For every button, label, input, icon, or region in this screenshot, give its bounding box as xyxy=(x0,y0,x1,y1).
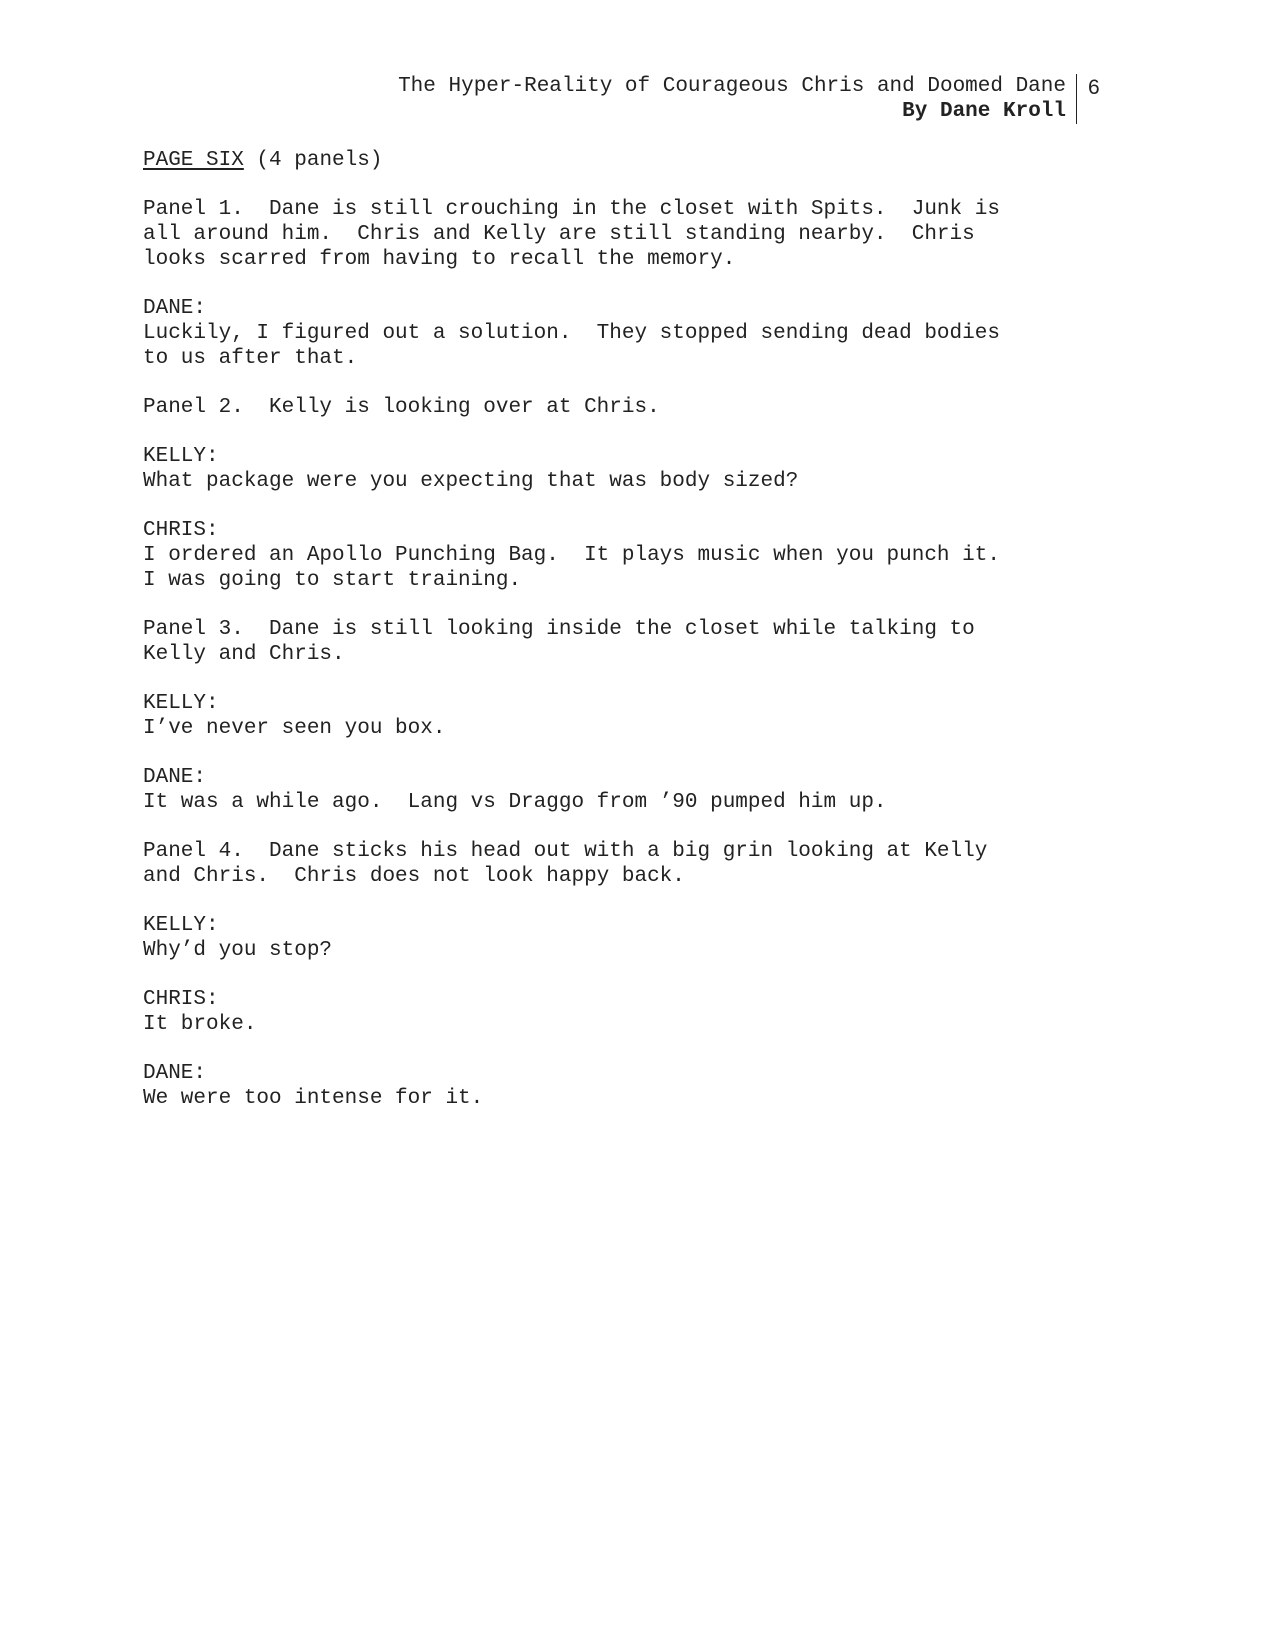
script-title: The Hyper-Reality of Courageous Chris and Doomed Dane xyxy=(398,75,1066,98)
speaker-name: KELLY: xyxy=(143,914,219,937)
dialogue-text: It was a while ago. Lang vs Draggo from ’90 pumped him up. xyxy=(143,791,887,814)
speaker-name: KELLY: xyxy=(143,692,219,715)
dialogue-text: Why’d you stop? xyxy=(143,939,333,962)
dialogue-block-7 xyxy=(143,987,1103,1037)
speaker-name: DANE: xyxy=(143,297,207,320)
panel-description-2: Panel 2. Kelly is looking over at Chris. xyxy=(143,396,660,419)
script-body xyxy=(143,148,1103,1135)
script-author: By Dane Kroll xyxy=(902,100,1066,123)
speaker-name: KELLY: xyxy=(143,445,219,468)
running-header xyxy=(398,74,1077,124)
dialogue-block-4 xyxy=(143,691,1103,741)
dialogue-text: Luckily, I figured out a solution. They stopped sending dead bodies to us after that. xyxy=(143,322,1000,370)
page-heading-note: (4 panels) xyxy=(243,149,383,172)
speaker-name: CHRIS: xyxy=(143,519,219,542)
dialogue-text: I’ve never seen you box. xyxy=(143,717,446,740)
page-number: 6 xyxy=(1088,76,1100,99)
dialogue-block-2 xyxy=(143,444,1103,494)
panel-description-4: Panel 4. Dane sticks his head out with a big grin looking at Kelly and Chris. Chris does not look happy back. xyxy=(143,840,988,888)
panel-description-1: Panel 1. Dane is still crouching in the closet with Spits. Junk is all around him. Chris and Kelly are still standing nearby. Chris looks scarred from having to recall the memory. xyxy=(143,198,1000,271)
panel-description-3: Panel 3. Dane is still looking inside the closet while talking to Kelly and Chris. xyxy=(143,618,975,666)
speaker-name: DANE: xyxy=(143,1062,207,1085)
dialogue-text: I ordered an Apollo Punching Bag. It plays music when you punch it. I was going to start training. xyxy=(143,544,1000,592)
dialogue-block-5 xyxy=(143,765,1103,815)
page-heading-label: PAGE SIX xyxy=(143,149,244,172)
dialogue-text: It broke. xyxy=(143,1013,257,1036)
dialogue-block-6 xyxy=(143,913,1103,963)
dialogue-text: We were too intense for it. xyxy=(143,1087,484,1110)
speaker-name: CHRIS: xyxy=(143,988,219,1011)
dialogue-block-1 xyxy=(143,296,1103,371)
dialogue-block-3 xyxy=(143,518,1103,593)
page-heading xyxy=(143,148,1103,173)
dialogue-block-8 xyxy=(143,1061,1103,1111)
speaker-name: DANE: xyxy=(143,766,207,789)
dialogue-text: What package were you expecting that was body sized? xyxy=(143,470,799,493)
